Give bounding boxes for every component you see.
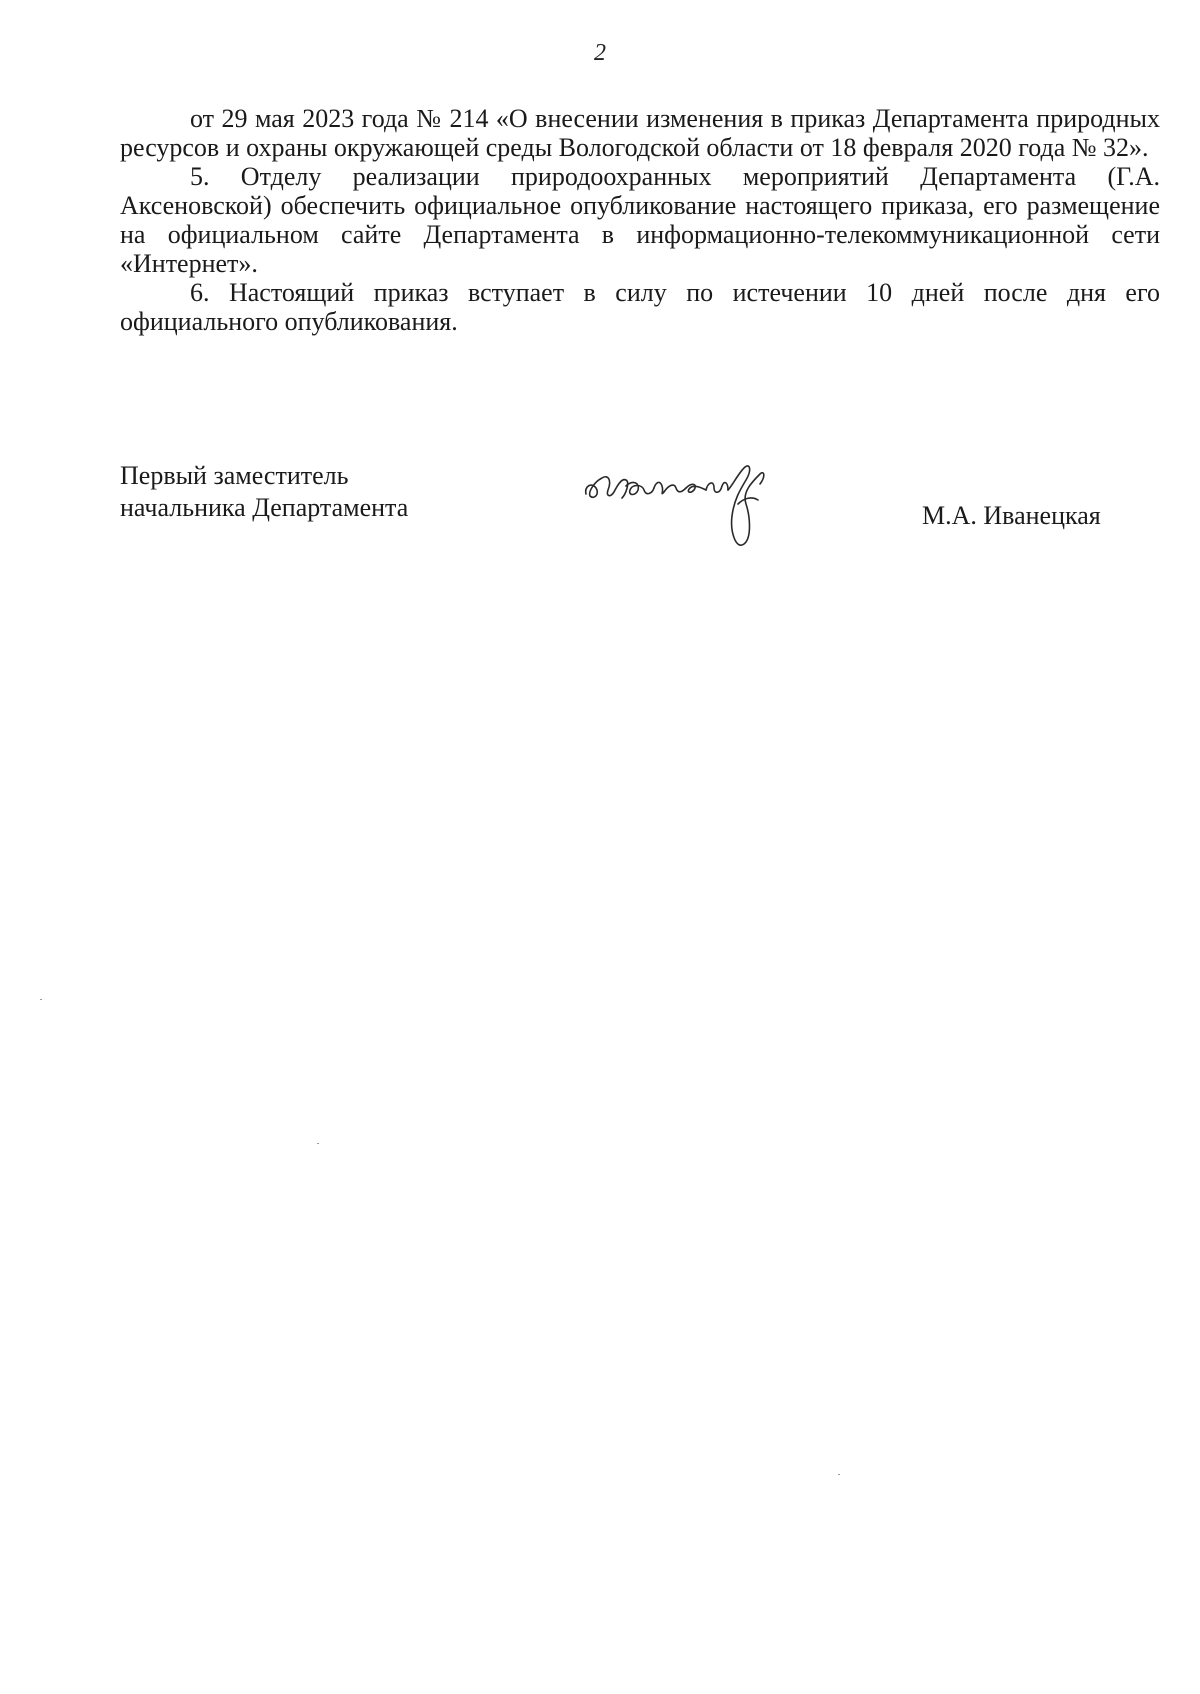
paragraph-continuation: от 29 мая 2023 года № 214 «О внесении изменения в приказ Департамента природных ресурсов и охраны окружающей среды Вологодской области от 18 февраля 2020 года № 32». [120,104,1160,162]
document-body [120,104,1160,336]
paragraph-item-6: 6. Настоящий приказ вступает в силу по истечении 10 дней после дня его официального опубликования. [120,278,1160,336]
signatory-name: М.А. Иванецкая [922,501,1101,530]
scan-speck [317,1143,319,1144]
signature-block [120,460,1160,550]
signatory-position-line1: Первый заместитель [120,461,349,490]
signatory-position-line2: начальника Департамента [120,493,409,522]
page-number: 2 [594,40,606,66]
signatory-position [120,460,408,524]
paragraph-item-5: 5. Отделу реализации природоохранных мероприятий Департамента (Г.А. Аксеновской) обеспечить официальное опубликование настоящего приказа, его размещение на официальном сайте Департамента в информационно-телекоммуникационной сети «Интернет». [120,162,1160,278]
handwritten-signature [582,460,812,556]
scan-speck [838,1474,840,1475]
scan-speck [40,999,42,1000]
